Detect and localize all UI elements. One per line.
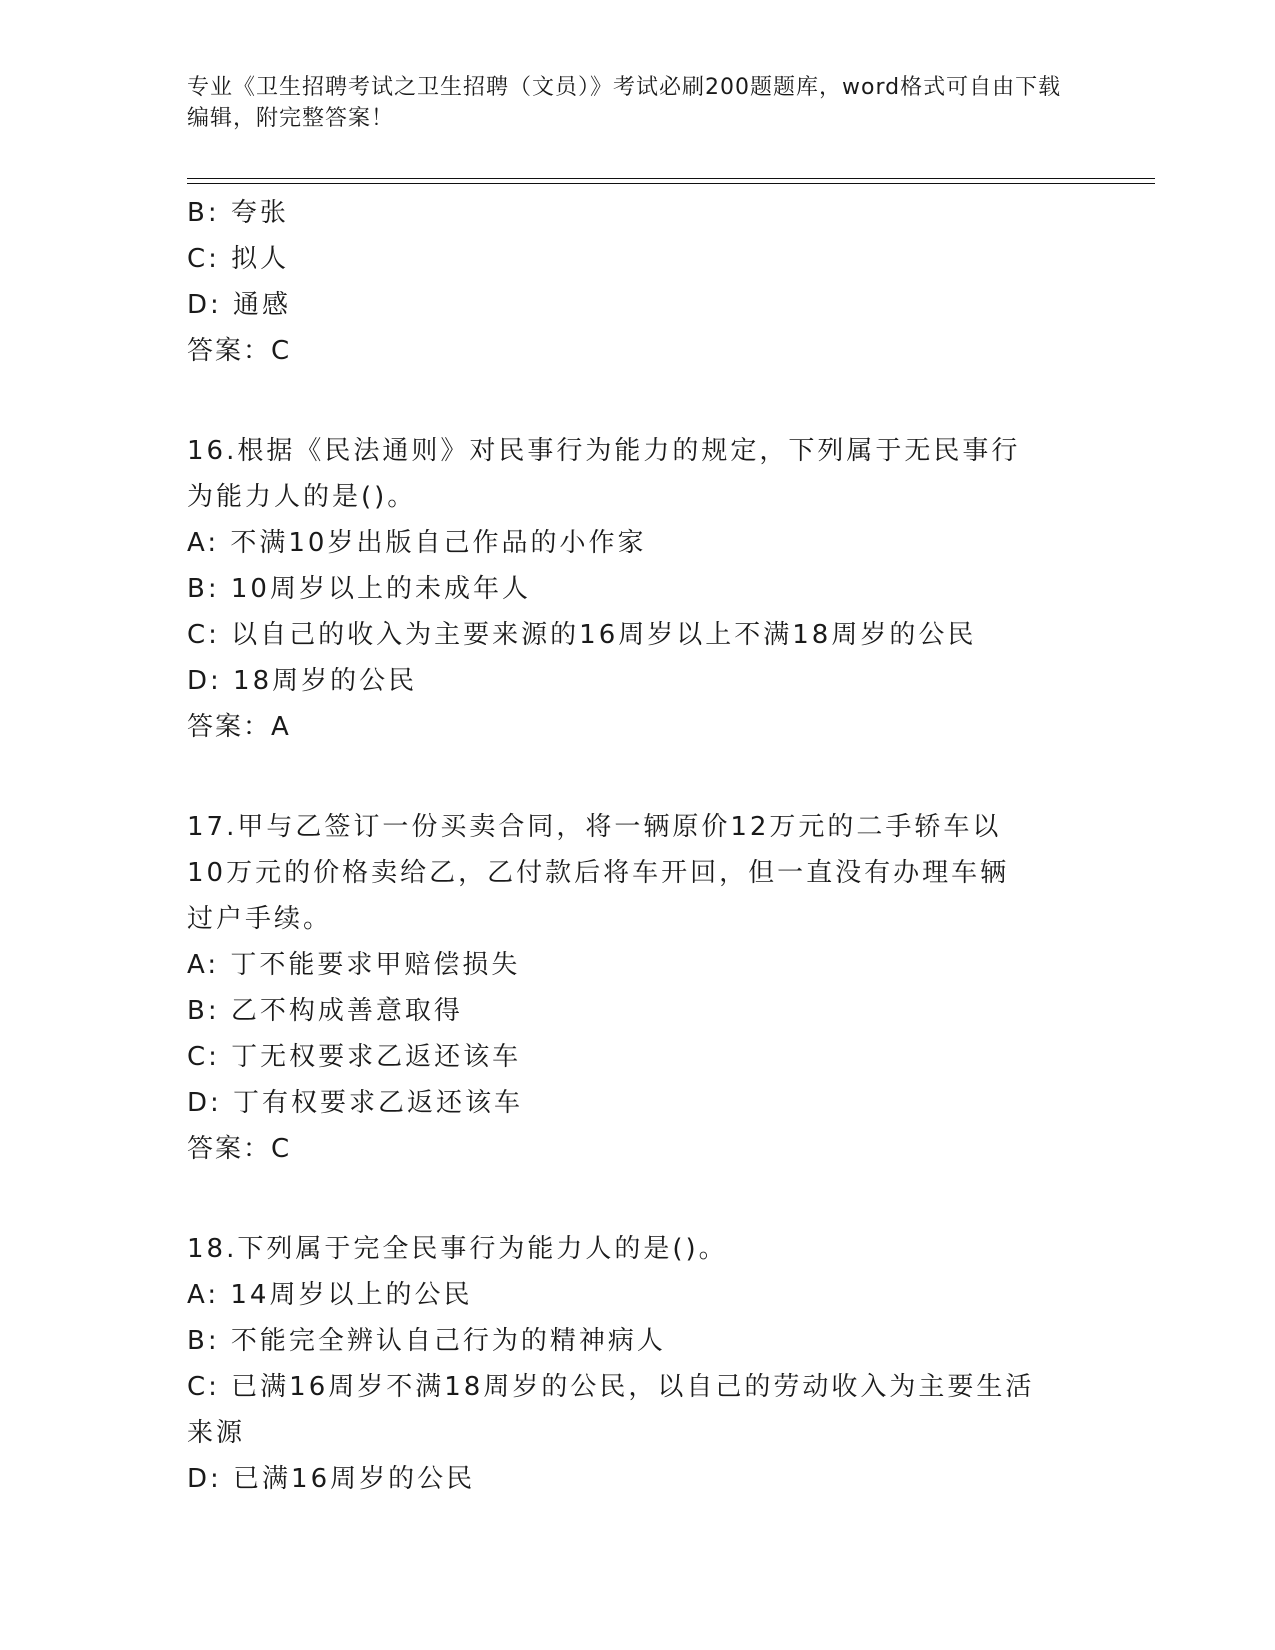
question-stem: 16.根据《民法通则》对民事行为能力的规定，下列属于无民事行为能力人的是()。 [187, 436, 1021, 512]
option-a: A: 丁不能要求甲赔偿损失 [187, 950, 521, 980]
question-block-16 [187, 428, 1037, 750]
header-divider-top [187, 178, 1155, 179]
answer-line: 答案：A [187, 712, 291, 742]
document-header: 专业《卫生招聘考试之卫生招聘（文员）》考试必刷200题题库，word格式可自由下载编辑，附完整答案！ [187, 75, 1062, 131]
option-c: C: 以自己的收入为主要来源的16周岁以上不满18周岁的公民 [187, 620, 977, 650]
question-block-17 [187, 804, 1037, 1172]
spacer [187, 374, 1087, 428]
option-c: C: 丁无权要求乙返还该车 [187, 1042, 522, 1072]
answer-line: 答案：C [187, 1134, 292, 1164]
spacer [187, 750, 1087, 804]
option-b: B: 夸张 [187, 198, 289, 228]
question-block-18 [187, 1226, 1037, 1502]
option-b: B: 乙不构成善意取得 [187, 996, 463, 1026]
option-d: D: 18周岁的公民 [187, 666, 418, 696]
previous-question-block [187, 190, 1087, 374]
option-d: D: 丁有权要求乙返还该车 [187, 1088, 524, 1118]
answer-line: 答案：C [187, 336, 292, 366]
question-stem: 18.下列属于完全民事行为能力人的是()。 [187, 1234, 728, 1264]
option-c: C: 拟人 [187, 244, 290, 274]
option-d: D: 已满16周岁的公民 [187, 1464, 476, 1494]
option-a: A: 14周岁以上的公民 [187, 1280, 473, 1310]
option-c: C: 已满16周岁不满18周岁的公民，以自己的劳动收入为主要生活来源 [187, 1372, 1035, 1448]
question-stem: 17.甲与乙签订一份买卖合同，将一辆原价12万元的二手轿车以10万元的价格卖给乙，乙付款后将车开回，但一直没有办理车辆过户手续。 [187, 812, 1010, 934]
question-content [187, 190, 1087, 1502]
header-divider-bottom [187, 183, 1155, 184]
option-a: A: 不满10岁出版自己作品的小作家 [187, 528, 647, 558]
option-d: D: 通感 [187, 290, 292, 320]
spacer [187, 1172, 1087, 1226]
option-b: B: 不能完全辨认自己行为的精神病人 [187, 1326, 666, 1356]
option-b: B: 10周岁以上的未成年人 [187, 574, 531, 604]
